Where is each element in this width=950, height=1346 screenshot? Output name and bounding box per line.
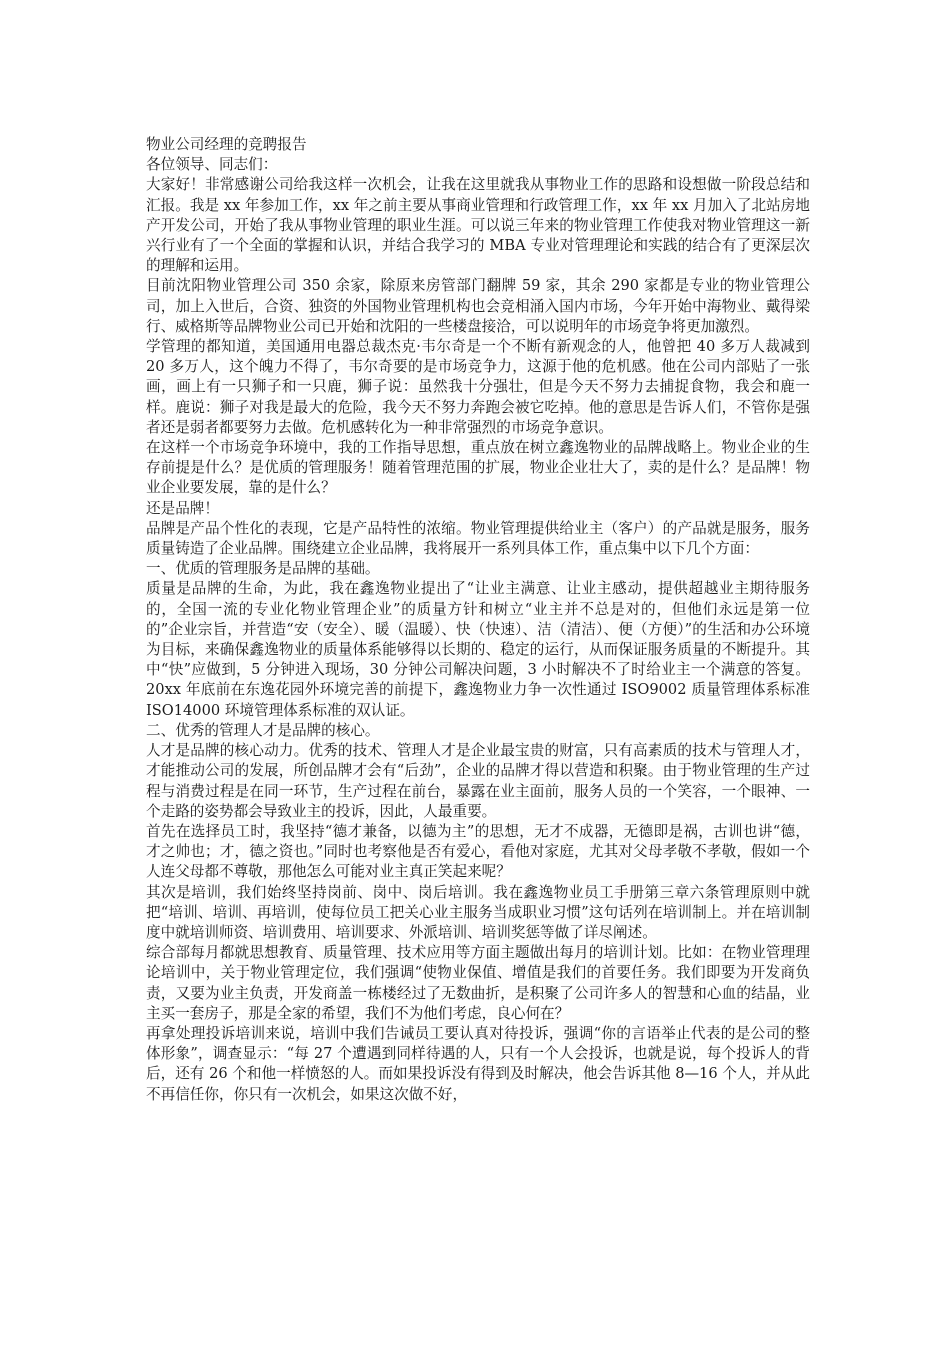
paragraph-talent: 人才是品牌的核心动力。优秀的技术、管理人才是企业最宝贵的财富，只有高素质的技术与管理人才，才能推动公司的发展，所创品牌才会有“后劲”，企业的品牌才得以营造和积聚。由于物业管理的生产过程与消费过程是在同一环节，生产过程在前台，暴露在业主面前，服务人员的一个笑容，一个眼神、一个走路的姿势都会导致业主的投诉，因此，人最重要。 [146, 742, 810, 820]
paragraph-brand-definition: 品牌是产品个性化的表现，它是产品特性的浓缩。物业管理提供给业主（客户）的产品就是服务，服务质量铸造了企业品牌。围绕建立企业品牌，我将展开一系列具体工作，重点集中以下几个方面： [146, 519, 810, 558]
paragraph-opening: 大家好！非常感谢公司给我这样一次机会，让我在这里就我从事物业工作的思路和设想做一阶段总结和汇报。我是 xx 年参加工作，xx 年之前主要从事商业管理和行政管理工作，xx 年 xx 月加入了北站房地产开发公司，开始了我从事物业管理的职业生涯。可以说三年来的物业管理工作使我对物业管理这一新兴行业有了一个全面的掌握和认识，并结合我学习的 MBA 专业对管理理论和实践的结合有了更深层次的理解和运用。 [146, 176, 810, 275]
paragraph-training: 其次是培训，我们始终坚持岗前、岗中、岗后培训。我在鑫逸物业员工手册第三章六条管理原则中就把“培训、培训、再培训，使每位员工把关心业主服务当成职业习惯”这句话列在培训制上。并在培训制度中就培训师资、培训费用、培训要求、外派培训、培训奖惩等做了详尽阐述。 [146, 883, 810, 941]
paragraph-monthly-plan: 综合部每月都就思想教育、质量管理、技术应用等方面主题做出每月的培训计划。比如：在物业管理理论培训中，关于物业管理定位，我们强调“使物业保值、增值是我们的首要任务。我们即要为开发商负责，又要为业主负责，开发商盖一栋楼经过了无数曲折，是积聚了公司许多人的智慧和心血的结晶，业主买一套房子，那是全家的希望，我们不为他们考虑，良心何在？ [146, 944, 810, 1022]
paragraph-brand-answer: 还是品牌！ [146, 499, 219, 517]
section-heading-1: 一、优质的管理服务是品牌的基础。 [146, 560, 380, 578]
section-heading-2: 二、优秀的管理人才是品牌的核心。 [146, 721, 380, 739]
paragraph-market: 目前沈阳物业管理公司 350 余家，除原来房管部门翻牌 59 家，其余 290 家都是专业的物业管理公司，加上入世后，合资、独资的外国物业管理机构也会竞相涌入国内市场，今年开始中海物业、戴得梁行、威格斯等品牌物业公司已开始和沈阳的一些楼盘接洽，可以说明年的市场竞争将更加激烈。 [146, 277, 810, 335]
paragraph-hiring: 首先在选择员工时，我坚持“德才兼备，以德为主”的思想，无才不成器，无德即是祸，古训也讲“德，才之帅也；才，德之资也。”同时也考察他是否有爱心，看他对家庭，尤其对父母孝敬不孝敬，假如一个人连父母都不尊敬，那他怎么可能对业主真正笑起来呢？ [146, 822, 810, 881]
paragraph-quality: 质量是品牌的生命，为此，我在鑫逸物业提出了“让业主满意、让业主感动，提供超越业主期待服务的，全国一流的专业化物业管理企业”的质量方针和树立“业主并不总是对的，但他们永远是第一位的”企业宗旨，并营造“安（安全）、暖（温暖）、快（快速）、洁（清洁）、便（方便）”的生活和办公环境为目标，来确保鑫逸物业的质量体系能够得以长期的、稳定的运行，从而保证服务质量的不断提升。其中“快”应做到，5 分钟进入现场，30 分钟公司解决问题，3 小时解决不了时给业主一个满意的答复。20xx 年底前在东逸花园外环境完善的前提下，鑫逸物业力争一次性通过 ISO9002 质量管理体系标准 ISO14000 环境管理体系标准的双认证。 [146, 580, 810, 719]
document-page [146, 135, 810, 1105]
paragraph-brand-strategy: 在这样一个市场竞争环境中，我的工作指导思想，重点放在树立鑫逸物业的品牌战略上。物业企业的生存前提是什么？是优质的管理服务！随着管理范围的扩展，物业企业壮大了，卖的是什么？是品牌！物业企业要发展，靠的是什么？ [146, 439, 810, 497]
salutation: 各位领导、同志们： [146, 156, 278, 174]
document-title: 物业公司经理的竞聘报告 [146, 136, 307, 153]
paragraph-complaints: 再拿处理投诉培训来说，培训中我们告诫员工要认真对待投诉，强调“你的言语举止代表的是公司的整体形象”，调查显示：“每 27 个遭遇到同样待遇的人，只有一个人会投诉，也就是说，每个投诉人的背后，还有 26 个和他一样愤怒的人。而如果投诉没有得到及时解决，他会告诉其他 8—16 个人，并从此不再信任你，你只有一次机会，如果这次做不好， [146, 1024, 810, 1103]
paragraph-welch-story: 学管理的都知道，美国通用电器总裁杰克·韦尔奇是一个不断有新观念的人，他曾把 40 多万人裁减到 20 多万人，这个魄力不得了，韦尔奇要的是市场竞争力，这源于他的危机感。他在公司内部贴了一张画，画上有一只狮子和一只鹿，狮子说：虽然我十分强壮，但是今天不努力去捕捉食物，我会和鹿一样。鹿说：狮子对我是最大的危险，我今天不努力奔跑会被它吃掉。他的意思是告诉人们，不管你是强者还是弱者都要努力去做。危机感转化为一种非常强烈的市场竞争意识。 [146, 338, 810, 436]
